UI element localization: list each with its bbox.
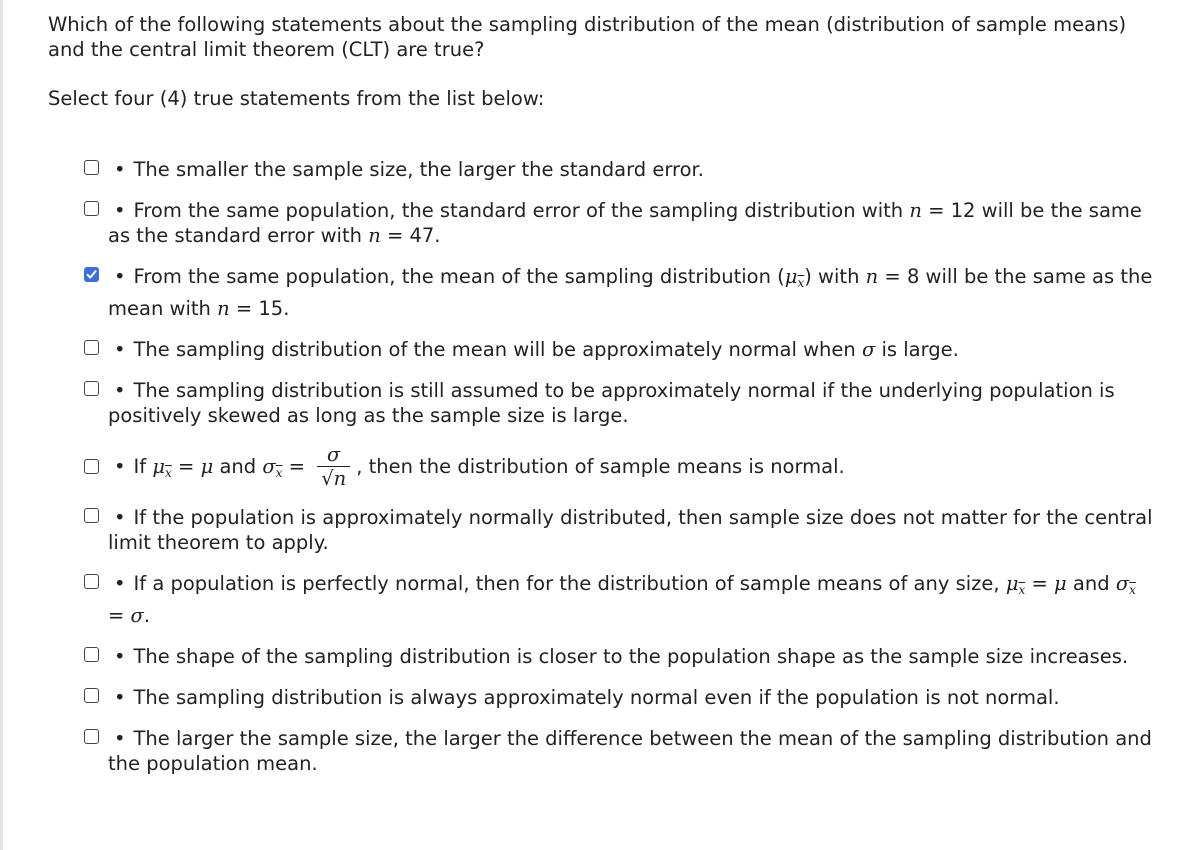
option-3-text: ) with	[804, 265, 866, 288]
bullet: •	[114, 686, 126, 709]
option-4-text: is large.	[875, 338, 959, 361]
option-5-checkbox[interactable]	[84, 381, 99, 396]
math-sigma: σ	[1115, 572, 1130, 595]
bullet: •	[114, 158, 126, 181]
option-9-checkbox[interactable]	[84, 647, 99, 662]
option-1[interactable]	[48, 157, 1158, 182]
math-n: n	[217, 297, 230, 320]
option-3-checkbox[interactable]	[84, 267, 99, 282]
option-1-text: The smaller the sample size, the larger the standard error.	[133, 158, 704, 181]
option-9-text: The shape of the sampling distribution is closer to the population shape as the sample size increases.	[133, 645, 1129, 668]
option-5-text: The sampling distribution is still assumed to be approximately normal if the underlying population is positively skewed as long as the sample size is large.	[108, 379, 1115, 427]
option-2-text: = 12 will be the same as the standard error with	[108, 199, 1142, 247]
option-1-checkbox[interactable]	[84, 160, 99, 175]
math-sigma: σ	[262, 455, 276, 478]
sigma-over-sqrt-n	[317, 444, 350, 491]
math-n: n	[909, 199, 922, 222]
option-6-text: If	[133, 455, 153, 478]
option-6[interactable]	[48, 444, 1158, 491]
option-8-checkbox[interactable]	[84, 574, 99, 589]
math-n: n	[333, 467, 347, 490]
option-11-text: The larger the sample size, the larger the difference between the mean of the sampling distribution and the population mean.	[108, 727, 1152, 775]
option-2[interactable]	[48, 198, 1158, 248]
option-4-text: The sampling distribution of the mean will be approximately normal when	[133, 338, 862, 361]
math-mu: μ	[200, 455, 214, 478]
frac-numerator: σ	[327, 443, 341, 466]
bullet: •	[114, 199, 126, 222]
math-mu: μ	[784, 265, 798, 288]
checkmark-icon	[86, 269, 97, 280]
math-mu: μ	[1005, 572, 1019, 595]
option-11-checkbox[interactable]	[84, 729, 99, 744]
math-xbar: x	[797, 276, 805, 290]
math-n: n	[865, 265, 879, 288]
bullet: •	[114, 265, 126, 288]
option-3-text: = 8 will be the same as the mean with	[108, 265, 1153, 320]
options-list	[48, 157, 1158, 776]
option-7-checkbox[interactable]	[84, 508, 99, 523]
math-equals: =	[178, 455, 195, 478]
option-11[interactable]	[48, 726, 1158, 776]
math-mu: μ	[152, 455, 166, 478]
math-xbar: x	[1018, 583, 1026, 597]
math-xbar: x	[165, 466, 172, 480]
option-8-text: .	[143, 604, 151, 627]
math-mu: μ	[1054, 572, 1067, 595]
option-6-text: and	[213, 455, 263, 478]
bullet: •	[114, 645, 126, 668]
sqrt-symbol: √	[321, 467, 334, 490]
option-7-text: If the population is approximately normally distributed, then sample size does not matter for the central limit theorem to apply.	[108, 506, 1153, 554]
frac-denominator	[317, 466, 350, 491]
math-sigma: σ	[130, 604, 144, 627]
option-4[interactable]	[48, 337, 1158, 362]
option-5[interactable]	[48, 378, 1158, 428]
left-border	[0, 0, 3, 850]
question-container	[48, 12, 1158, 792]
bullet: •	[114, 506, 126, 529]
option-10-text: The sampling distribution is always approximately normal even if the population is not normal.	[133, 686, 1060, 709]
option-8-text: If a population is perfectly normal, then for the distribution of sample means of any size,	[133, 572, 1006, 595]
option-9[interactable]	[48, 644, 1158, 669]
math-xbar: x	[275, 466, 283, 480]
question-instruction: Select four (4) true statements from the list below:	[48, 87, 545, 110]
math-equals: =	[108, 604, 125, 627]
option-8-text: and	[1072, 572, 1116, 595]
option-6-checkbox[interactable]	[84, 459, 99, 474]
option-2-checkbox[interactable]	[84, 201, 99, 216]
option-10-checkbox[interactable]	[84, 688, 99, 703]
math-xbar: x	[1129, 583, 1136, 597]
math-sigma: σ	[861, 338, 876, 361]
option-3-text: From the same population, the mean of the sampling distribution (	[133, 265, 785, 288]
option-7[interactable]	[48, 505, 1158, 555]
option-6-text: , then the distribution of sample means is normal.	[356, 455, 845, 478]
bullet: •	[114, 455, 126, 478]
option-3-text: = 15.	[229, 297, 290, 320]
math-equals: =	[1031, 572, 1048, 595]
option-2-text: = 47.	[380, 224, 441, 247]
bullet: •	[114, 727, 126, 750]
bullet: •	[114, 572, 126, 595]
math-equals: =	[288, 455, 305, 478]
math-n: n	[368, 224, 381, 247]
option-3[interactable]	[48, 264, 1158, 321]
option-8[interactable]	[48, 571, 1158, 628]
bullet: •	[114, 338, 126, 361]
option-10[interactable]	[48, 685, 1158, 710]
question-prompt: Which of the following statements about the sampling distribution of the mean (distribution of sample means) and the central limit theorem (CLT) are true?	[48, 13, 1127, 61]
option-2-text: From the same population, the standard error of the sampling distribution with	[133, 199, 910, 222]
bullet: •	[114, 379, 126, 402]
option-4-checkbox[interactable]	[84, 340, 99, 355]
